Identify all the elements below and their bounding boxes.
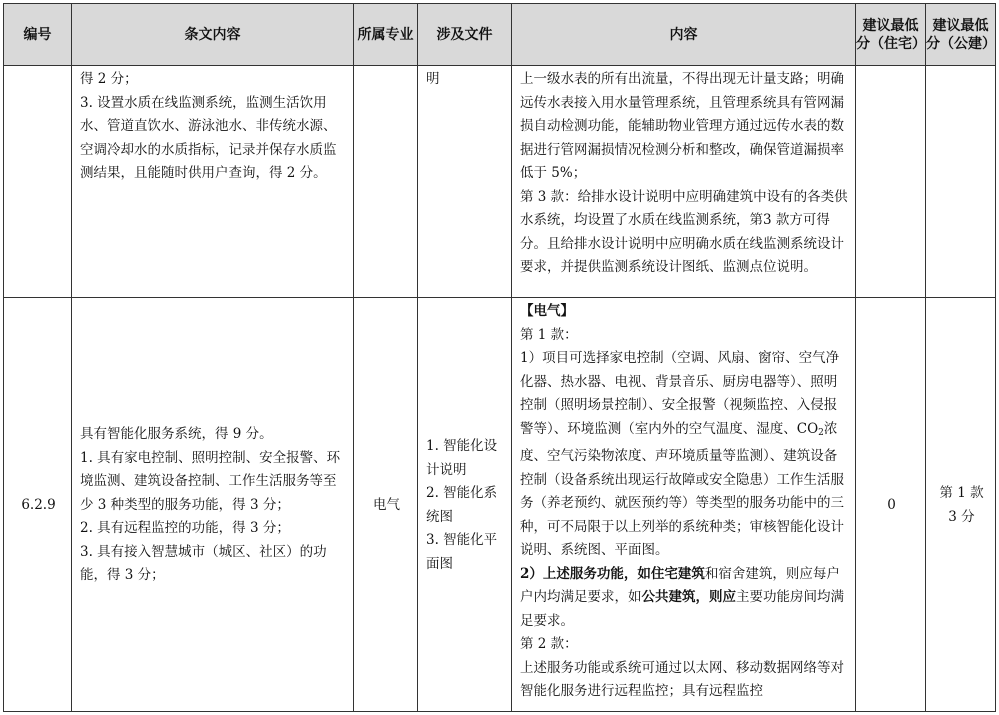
clause-number: 6.2.9 [21, 496, 56, 513]
header-min-residential: 建议最低分（住宅） [856, 4, 926, 66]
header-content: 内容 [512, 4, 856, 66]
table-row [4, 66, 996, 298]
content-text: 浓度、空气污染物浓度、声环境质量等监测）、建筑设备控制（设备系统出现运行故障或安全隐患）工作生活服务（养老预约、就医预约等）等类型的服务功能中的三种，可不局限于以上列举的系统种类；审核智能化设计说明、系统图、平面图。 [520, 420, 844, 558]
content-subscript: 2 [818, 427, 824, 438]
clause-line: 1. 具有家电控制、照明控制、安全报警、环境监测、建筑设备控制、工作生活服务等至少 3 种类型的服务功能，得 3 分； [80, 449, 341, 513]
cell-no [4, 298, 72, 712]
content-para [512, 347, 855, 563]
cell-min-residential [856, 298, 926, 712]
cell-major [354, 66, 418, 298]
min-score-residential: 0 [887, 496, 896, 513]
header-major: 所属专业 [354, 4, 418, 66]
cell-major [354, 298, 418, 712]
clause-line: 具有智能化服务系统，得 9 分。 [80, 426, 273, 443]
docs-item: 2. 智能化系统图 [426, 485, 498, 525]
content-subheading: 第 1 款： [520, 326, 578, 343]
content-text: 和宿舍建筑，则应每户户内均满足要求，如 [520, 565, 840, 605]
content-para: 上一级水表的所有出流量，不得出现无计量支路；明确远传水表接入用水量管理系统，且管理系统具有管网漏损自动检测功能，能辅助物业管理方通过远传水表的数据进行管网漏损情况检测分析和整改，确保管道漏损率低于 5%； [520, 71, 844, 181]
clause-line: 3. 设置水质在线监测系统，监测生活饮用水、管道直饮水、游泳池水、非传统水源、空调冷却水的水质指标，记录并保存水质监测结果，且能随时供用户查询，得 2 分。 [80, 94, 337, 181]
header-docs: 涉及文件 [418, 4, 512, 66]
header-no: 编号 [4, 4, 72, 66]
header-min-public: 建议最低分（公建） [926, 4, 996, 66]
cell-docs [418, 66, 512, 298]
cell-clause [72, 66, 354, 298]
table-header-row [4, 4, 996, 66]
cell-min-public [926, 66, 996, 298]
content-para: 第 3 款：给排水设计说明中应明确建筑中设有的各类供水系统，均设置了水质在线监测系统，第3 款方可得分。且给排水设计说明中应明确水质在线监测系统设计要求，并提供监测系统设计图纸、监测点位说明。 [520, 188, 848, 275]
cell-content [512, 298, 856, 712]
cell-min-residential [856, 66, 926, 298]
header-clause: 条文内容 [72, 4, 354, 66]
content-para: 上述服务功能或系统可通过以太网、移动数据网络等对智能化服务进行远程监控；具有远程监控 [520, 659, 844, 699]
scoring-table [3, 3, 996, 712]
docs-item: 1. 智能化设计说明 [426, 438, 498, 478]
content-subheading: 第 2 款： [520, 636, 578, 652]
cell-docs [418, 298, 512, 712]
major-text: 电气 [373, 496, 400, 513]
content-emphasis: 公共建筑，则应 [641, 589, 736, 605]
cell-content [512, 66, 856, 298]
table-row [4, 298, 996, 712]
cell-min-public [926, 298, 996, 712]
cell-clause [72, 298, 354, 712]
docs-text: 明 [426, 71, 440, 87]
content-text: 主要功能房间均满足要求。 [520, 589, 844, 629]
cell-no [4, 66, 72, 298]
content-text: 1）项目可选择家电控制（空调、风扇、窗帘、空气净化器、热水器、电视、背景音乐、厨房电器等）、照明控制（照明场景控制）、安全报警（视频监控、入侵报警等）、环境监测（室内外的空气温度、湿度、CO [520, 350, 840, 437]
min-score-public: 第 1 款 3 分 [939, 485, 988, 525]
clause-line: 2. 具有远程监控的功能，得 3 分； [80, 520, 290, 537]
docs-item: 3. 智能化平面图 [426, 532, 498, 572]
clause-line: 得 2 分； [80, 71, 138, 87]
content-section-title: 【电气】 [520, 303, 574, 319]
content-emphasis: 2）上述服务功能，如住宅建筑 [520, 565, 705, 582]
content-para [512, 563, 855, 634]
clause-line: 3. 具有接入智慧城市（城区、社区）的功能，得 3 分； [80, 543, 327, 584]
